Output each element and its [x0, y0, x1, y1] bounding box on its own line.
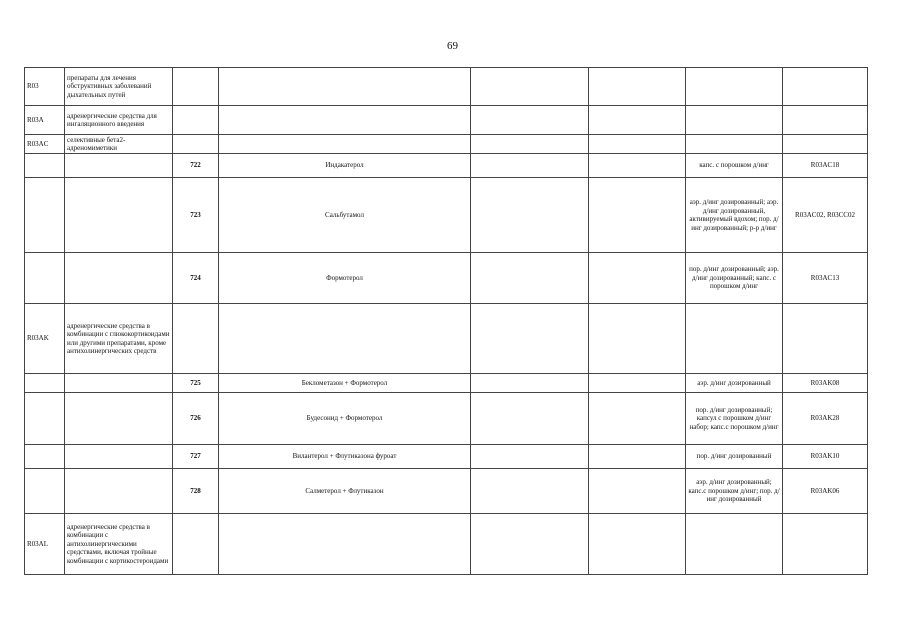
drug-name: Сальбутамол	[219, 178, 471, 253]
dosage-form: капс. с порошком д/инг	[686, 154, 783, 178]
table-row	[25, 445, 868, 469]
atc-group-code: R03AK	[25, 304, 65, 374]
drug-name: Формотерол	[219, 253, 471, 304]
table-row	[25, 154, 868, 178]
table-row	[25, 178, 868, 253]
atc-group-code: R03AC	[25, 135, 65, 154]
atc-group-code: R03AL	[25, 514, 65, 575]
dosage-form: пор. д/инг дозированный	[686, 445, 783, 469]
table-row	[25, 469, 868, 514]
drug-name: Будесонид + Формотерол	[219, 393, 471, 445]
dosage-form: аэр. д/инг дозированный	[686, 374, 783, 393]
item-number: 728	[173, 469, 219, 514]
atc-group-description: адренергические средства в комбинации с антихолинергическими средствами, включая тройные комбинации с кортикостероидами	[65, 514, 173, 575]
atc-code: R03AC02, R03CC02	[783, 178, 868, 253]
dosage-form: пор. д/инг дозированный; аэр. д/инг дозированный; капс. с порошком д/инг	[686, 253, 783, 304]
drug-name: Вилантерол + Флутиказона фуроат	[219, 445, 471, 469]
page-number: 69	[447, 40, 458, 52]
atc-group-description: адренергические средства в комбинации с глюкокортикоидами или другими препаратами, кроме антихолинергических средств	[65, 304, 173, 374]
atc-code: R03AC13	[783, 253, 868, 304]
atc-code: R03AK28	[783, 393, 868, 445]
item-number: 725	[173, 374, 219, 393]
atc-group-description: препараты для лечения обструктивных заболеваний дыхательных путей	[65, 68, 173, 106]
dosage-form: аэр. д/инг дозированный; капс.с порошком д/инг; пор. д/инг дозированный	[686, 469, 783, 514]
item-number: 724	[173, 253, 219, 304]
dosage-form: пор. д/инг дозированный; капсул с порошком д/инг набор; капс.с порошком д/инг	[686, 393, 783, 445]
drug-name: Индакатерол	[219, 154, 471, 178]
drug-table	[24, 67, 868, 575]
atc-code: R03AK08	[783, 374, 868, 393]
atc-group-description: селективные бета2-адреномиметики	[65, 135, 173, 154]
drug-name: Салметерол + Флутиказон	[219, 469, 471, 514]
table-row	[25, 393, 868, 445]
table-row	[25, 68, 868, 106]
table-row	[25, 253, 868, 304]
dosage-form: аэр. д/инг дозированный; аэр. д/инг дозированный, активируемый вдохом; пор. д/инг дозированный; р-р д/инг	[686, 178, 783, 253]
atc-group-code: R03	[25, 68, 65, 106]
atc-code: R03AK10	[783, 445, 868, 469]
table-row	[25, 514, 868, 575]
item-number: 722	[173, 154, 219, 178]
item-number: 727	[173, 445, 219, 469]
atc-code: R03AK06	[783, 469, 868, 514]
item-number: 723	[173, 178, 219, 253]
atc-code: R03AC18	[783, 154, 868, 178]
table-row	[25, 304, 868, 374]
table-row	[25, 374, 868, 393]
item-number: 726	[173, 393, 219, 445]
table-row	[25, 106, 868, 135]
atc-group-code: R03A	[25, 106, 65, 135]
atc-group-description: адренергические средства для ингаляционного введения	[65, 106, 173, 135]
table-row	[25, 135, 868, 154]
drug-name: Беклометазон + Формотерол	[219, 374, 471, 393]
